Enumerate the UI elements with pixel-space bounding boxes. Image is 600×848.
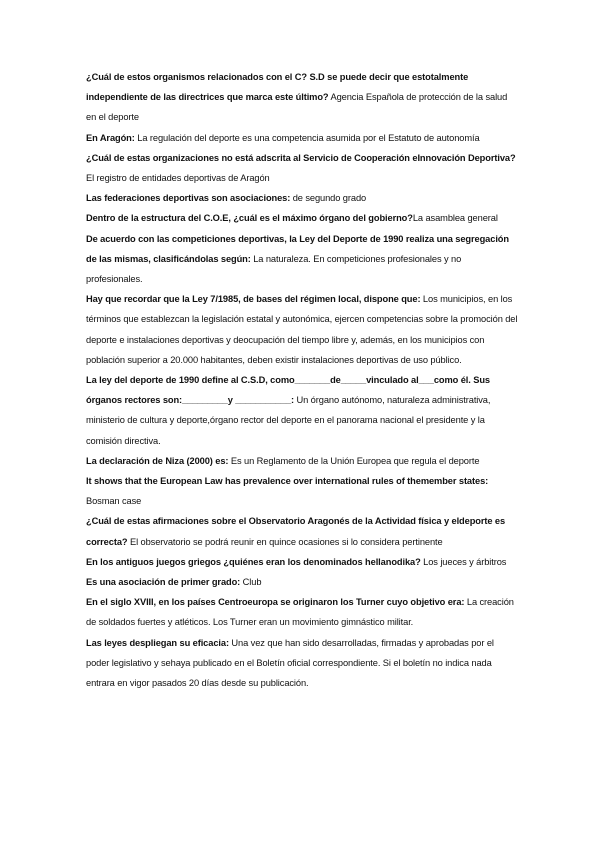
qa-item-8 [86,370,518,451]
question: Dentro de la estructura del C.O.E, ¿cuál es el máximo órgano del gobierno? [86,213,413,224]
question: ¿Cuál de estas organizaciones no está adscrita al Servicio de Cooperación eInnovación Deportiva? [86,152,516,163]
answer: Los municipios, en los términos que establezcan la legislación estatal y autonómica, ejercen competencias sobre la promoción del deporte e instalaciones deportivas y deocupación del tiempo libre y, además, en los municipios con población superior a 20.000 habitantes, deben existir instalaciones deportivas de uso público. [86,294,518,365]
qa-item-2 [86,128,518,148]
qa-item-15 [86,633,518,694]
answer: Una vez que han sido desarrolladas, firmadas y aprobadas por el poder legislativo y sehaya publicado en el Boletín oficial correspondiente. Si el boletín no indica nada entrara en vigor pasados 20 días desde su publicación. [86,637,494,689]
question: Las federaciones deportivas son asociaciones: [86,193,291,204]
answer: Bosman case [86,496,142,507]
question: ¿Cuál de estos organismos relacionados con el C? S.D se puede decir que estotalmente independiente de las directrices que marca este último? [86,72,469,103]
qa-item-13 [86,572,518,592]
qa-item-7 [86,289,518,370]
qa-item-9 [86,451,518,471]
answer: Es un Reglamento de la Unión Europea que regula el deporte [228,455,480,466]
qa-item-6 [86,229,518,290]
question: It shows that the European Law has prevalence over international rules of themember states: [86,476,489,487]
question: Las leyes despliegan su eficacia: [86,637,229,648]
qa-item-11 [86,511,518,551]
answer: El registro de entidades deportivas de Aragón [86,173,270,184]
qa-item-10 [86,471,518,511]
qa-item-1 [86,67,518,128]
answer: Los jueces y árbitros [420,556,507,567]
answer: La regulación del deporte es una competencia asumida por el Estatuto de autonomía [134,132,480,143]
question: De acuerdo con las competiciones deportivas, la Ley del Deporte de 1990 realiza una segregación de las mismas, clasificándolas según: [86,233,509,264]
answer: La asamblea general [412,213,498,224]
question: En el siglo XVIII, en los países Centroeuropa se originaron los Turner cuyo objetivo era: [86,597,465,608]
answer: El observatorio se podrá reunir en quince ocasiones si lo considera pertinente [127,536,443,547]
qa-item-3 [86,148,518,188]
question: La declaración de Niza (2000) es: [86,455,229,466]
question: ¿Cuál de estas afirmaciones sobre el Observatorio Aragonés de la Actividad física y eldeporte es correcta? [86,516,506,547]
answer: de segundo grado [290,193,367,204]
question: Hay que recordar que la Ley 7/1985, de bases del régimen local, dispone que: [86,294,421,305]
answer: Club [240,577,262,588]
answer: Un órgano autónomo, naturaleza administrativa, ministerio de cultura y deporte,órgano rector del deporte en el panorama nacional el presidente y la comisión directiva. [86,395,491,446]
qa-item-12 [86,552,518,572]
question: La ley del deporte de 1990 define al C.S.D, como_______de_____vinculado al___como él. Sus órganos rectores son:_________y ___________: [86,375,490,406]
qa-item-4 [86,188,518,208]
qa-item-14 [86,592,518,632]
answer: Agencia Española de protección de la salud en el deporte [86,92,508,123]
document-page [86,67,518,693]
qa-item-5 [86,208,518,228]
question: En Aragón: [86,132,135,143]
answer: La naturaleza. En competiciones profesionales y no profesionales. [86,253,462,285]
question: Es una asociación de primer grado: [86,577,241,588]
answer: La creación de soldados fuertes y atléticos. Los Turner eran un movimiento gimnástico militar. [86,597,514,628]
question: En los antiguos juegos griegos ¿quiénes eran los denominados hellanodika? [86,556,421,567]
